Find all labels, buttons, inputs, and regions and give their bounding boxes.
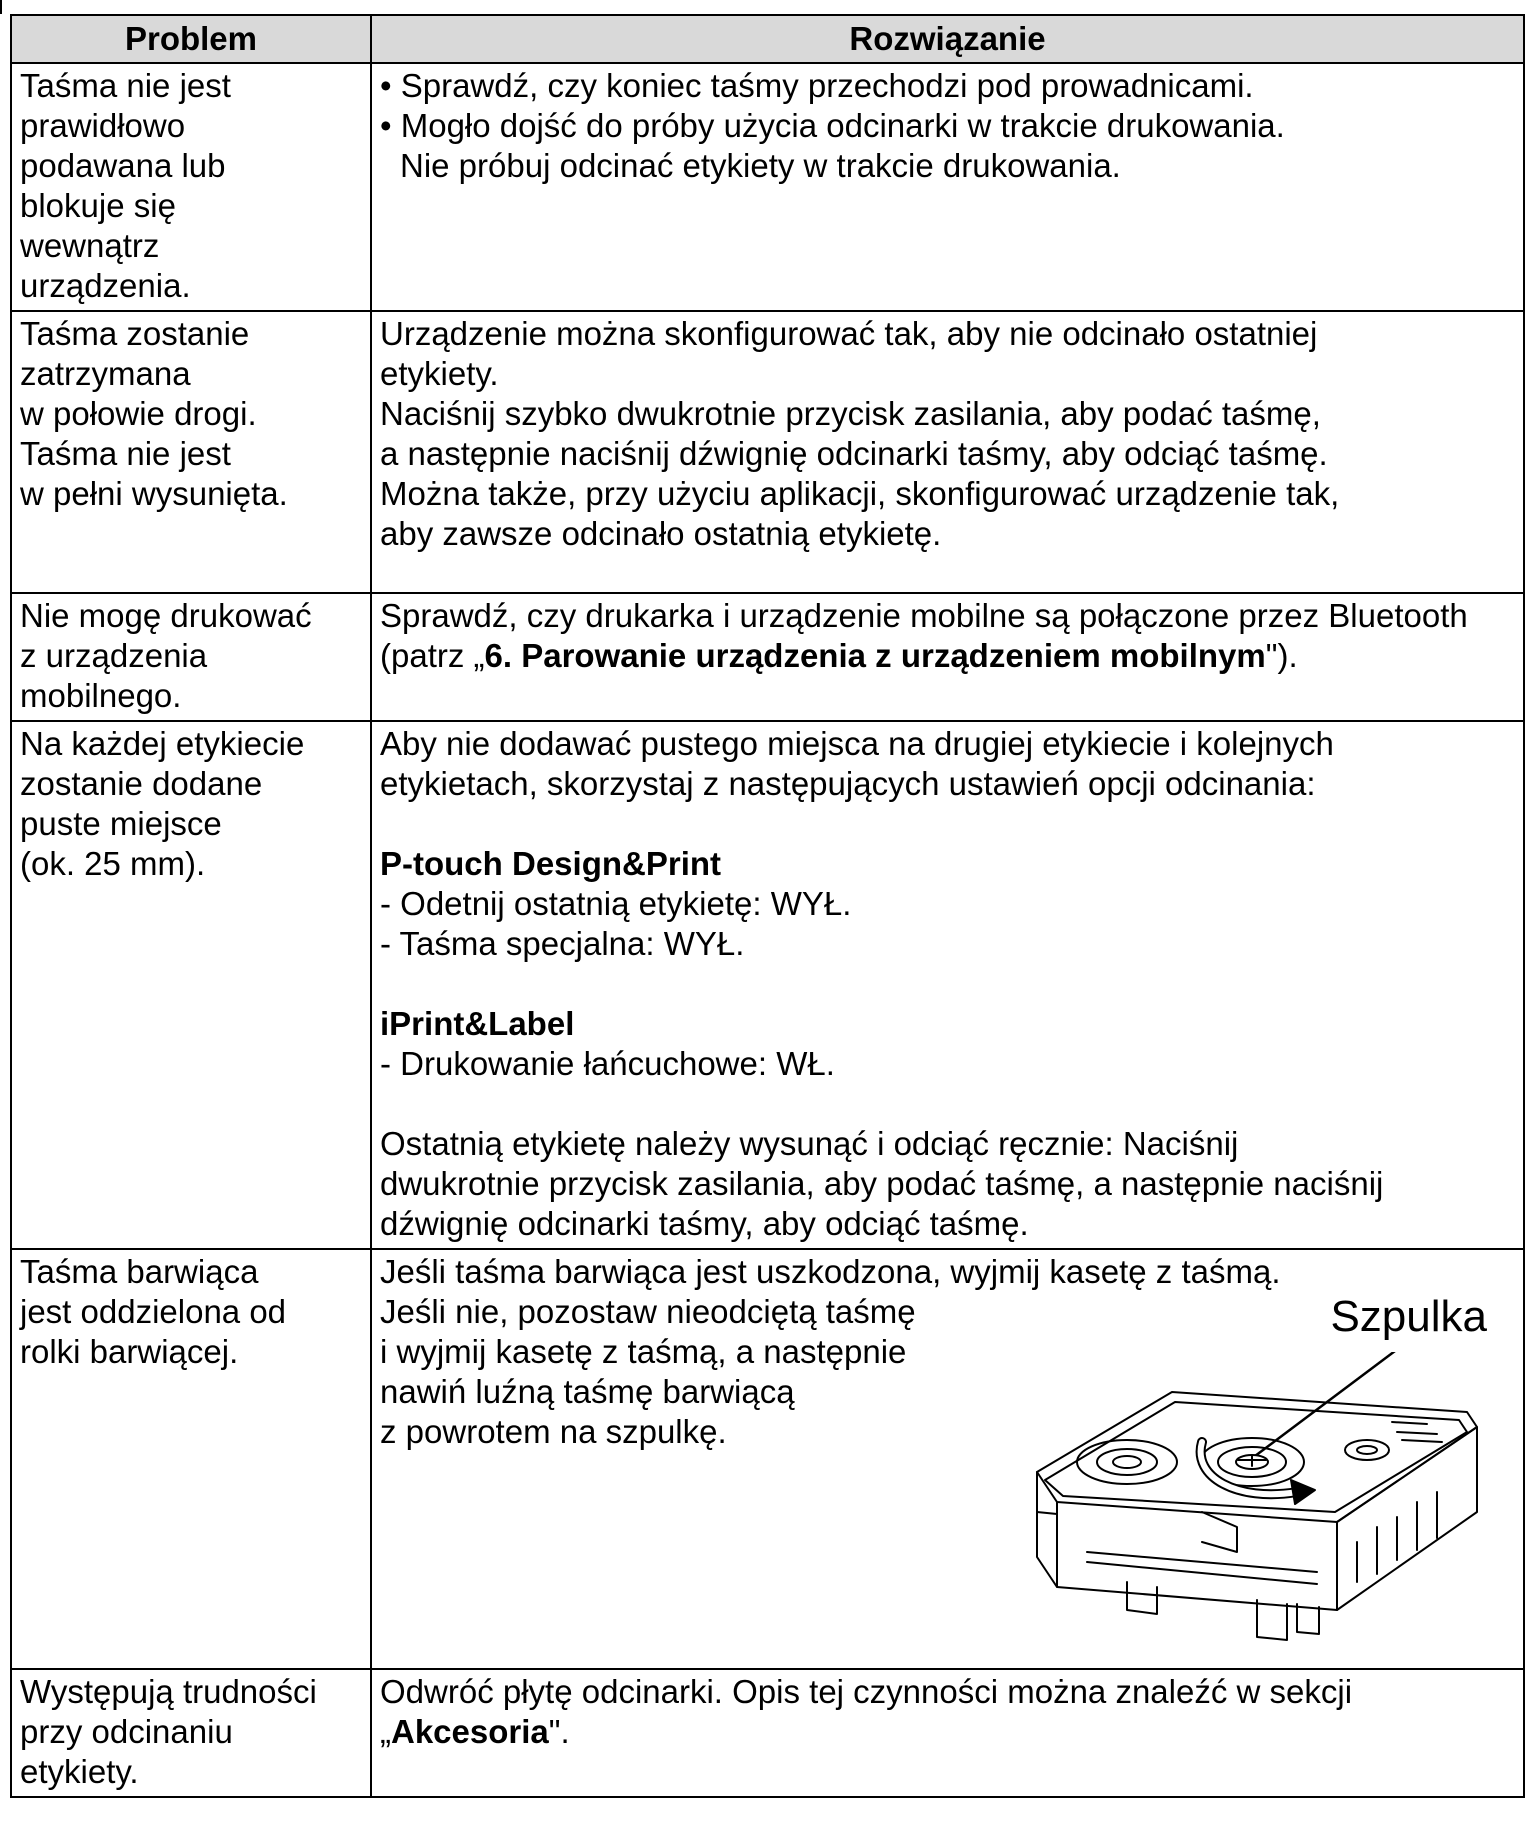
problem-line: Taśma nie jest (20, 67, 231, 104)
solution-line: dźwignię odcinarki taśmy, aby odciąć taśmę. (380, 1205, 1029, 1242)
problem-line: Taśma nie jest (20, 435, 231, 472)
app-title: iPrint&Label (380, 1005, 575, 1042)
setting-line: - Drukowanie łańcuchowe: WŁ. (380, 1045, 835, 1082)
solution-bullet-continuation: Nie próbuj odcinać etykiety w trakcie drukowania. (400, 147, 1121, 184)
solution-line: Urządzenie można skonfigurować tak, aby nie odcinało ostatniej (380, 315, 1318, 352)
problem-line: (ok. 25 mm). (20, 845, 206, 882)
problem-cell (11, 593, 371, 721)
solution-line: Można także, przy użyciu aplikacji, skonfigurować urządzenie tak, (380, 475, 1340, 512)
table-row (11, 311, 1524, 593)
problem-line: Nie mogę drukować (20, 597, 312, 634)
problem-line: etykiety. (20, 1753, 139, 1790)
header-solution: Rozwiązanie (371, 15, 1524, 63)
problem-line: Występują trudności (20, 1673, 317, 1710)
problem-line: wewnątrz (20, 227, 160, 264)
page-edge-mark (0, 0, 2, 14)
solution-line: z powrotem na szpulkę. (380, 1413, 727, 1450)
solution-text-end: ". (548, 1713, 570, 1750)
solution-line: etykiety. (380, 355, 499, 392)
problem-line: puste miejsce (20, 805, 222, 842)
solution-line: dwukrotnie przycisk zasilania, aby podać taśmę, a następnie naciśnij (380, 1165, 1384, 1202)
solution-line: nawiń luźną taśmę barwiącą (380, 1373, 795, 1410)
troubleshooting-table (10, 14, 1525, 1798)
table-row (11, 721, 1524, 1249)
solution-line: Jeśli taśma barwiąca jest uszkodzona, wyjmij kasetę z taśmą. (380, 1253, 1281, 1290)
setting-line: - Odetnij ostatnią etykietę: WYŁ. (380, 885, 852, 922)
problem-line: Taśma zostanie (20, 315, 250, 352)
setting-line: - Taśma specjalna: WYŁ. (380, 925, 745, 962)
solution-line: a następnie naciśnij dźwignię odcinarki taśmy, aby odciąć taśmę. (380, 435, 1328, 472)
solution-bullet: • Sprawdź, czy koniec taśmy przechodzi pod prowadnicami. (380, 67, 1254, 104)
solution-cell (371, 721, 1524, 1249)
problem-cell (11, 311, 371, 593)
problem-line: blokuje się (20, 187, 176, 224)
section-reference: 6. Parowanie urządzenia z urządzeniem mobilnym (484, 637, 1266, 674)
ribbon-steps (380, 1292, 980, 1452)
problem-line: zostanie dodane (20, 765, 263, 802)
problem-line: jest oddzielona od (20, 1293, 287, 1330)
problem-line: w połowie drogi. (20, 395, 257, 432)
solution-cell (371, 1669, 1524, 1797)
solution-cell (371, 63, 1524, 311)
table-header-row (11, 15, 1524, 63)
tape-cassette-illustration (997, 1352, 1497, 1652)
solution-line: Jeśli nie, pozostaw nieodciętą taśmę (380, 1293, 916, 1330)
solution-line: Aby nie dodawać pustego miejsca na drugiej etykiecie i kolejnych (380, 725, 1334, 762)
solution-text: Sprawdź, czy drukarka i urządzenie mobilne są połączone przez Bluetooth (patrz „ (380, 597, 1468, 674)
spacer (380, 1084, 1515, 1124)
problem-line: zatrzymana (20, 355, 191, 392)
spool-label: Szpulka (1330, 1292, 1487, 1341)
problem-line: Na każdej etykiecie (20, 725, 305, 762)
table-row (11, 593, 1524, 721)
solution-bullet: • Mogło dojść do próby użycia odcinarki w trakcie drukowania. (380, 107, 1285, 144)
spacer (380, 964, 1515, 1004)
problem-line: podawana lub (20, 147, 226, 184)
problem-line: mobilnego. (20, 677, 182, 714)
header-problem: Problem (11, 15, 371, 63)
solution-cell (371, 1249, 1524, 1669)
solution-text-end: "). (1265, 637, 1298, 674)
solution-line: i wyjmij kasetę z taśmą, a następnie (380, 1333, 907, 1370)
solution-line: Naciśnij szybko dwukrotnie przycisk zasilania, aby podać taśmę, (380, 395, 1321, 432)
problem-line: urządzenia. (20, 267, 191, 304)
problem-line: w pełni wysunięta. (20, 475, 288, 512)
spacer (380, 804, 1515, 844)
table-row (11, 1669, 1524, 1797)
solution-cell (371, 593, 1524, 721)
problem-cell (11, 1249, 371, 1669)
problem-line: Taśma barwiąca (20, 1253, 259, 1290)
problem-line: prawidłowo (20, 107, 186, 144)
section-reference: Akcesoria (391, 1713, 549, 1750)
ribbon-solution (380, 1252, 1515, 1652)
problem-cell (11, 63, 371, 311)
solution-text: Odwróć płytę odcinarki. Opis tej czynności można znaleźć w sekcji „ (380, 1673, 1353, 1750)
table-row (11, 63, 1524, 311)
solution-line: Ostatnią etykietę należy wysunąć i odciąć ręcznie: Naciśnij (380, 1125, 1239, 1162)
problem-cell (11, 721, 371, 1249)
solution-line: aby zawsze odcinało ostatnią etykietę. (380, 515, 942, 552)
problem-cell (11, 1669, 371, 1797)
problem-line: przy odcinaniu (20, 1713, 233, 1750)
table-row (11, 1249, 1524, 1669)
problem-line: z urządzenia (20, 637, 208, 674)
solution-cell (371, 311, 1524, 593)
solution-line: etykietach, skorzystaj z następujących ustawień opcji odcinania: (380, 765, 1316, 802)
problem-line: rolki barwiącej. (20, 1333, 239, 1370)
app-title: P-touch Design&Print (380, 845, 722, 882)
